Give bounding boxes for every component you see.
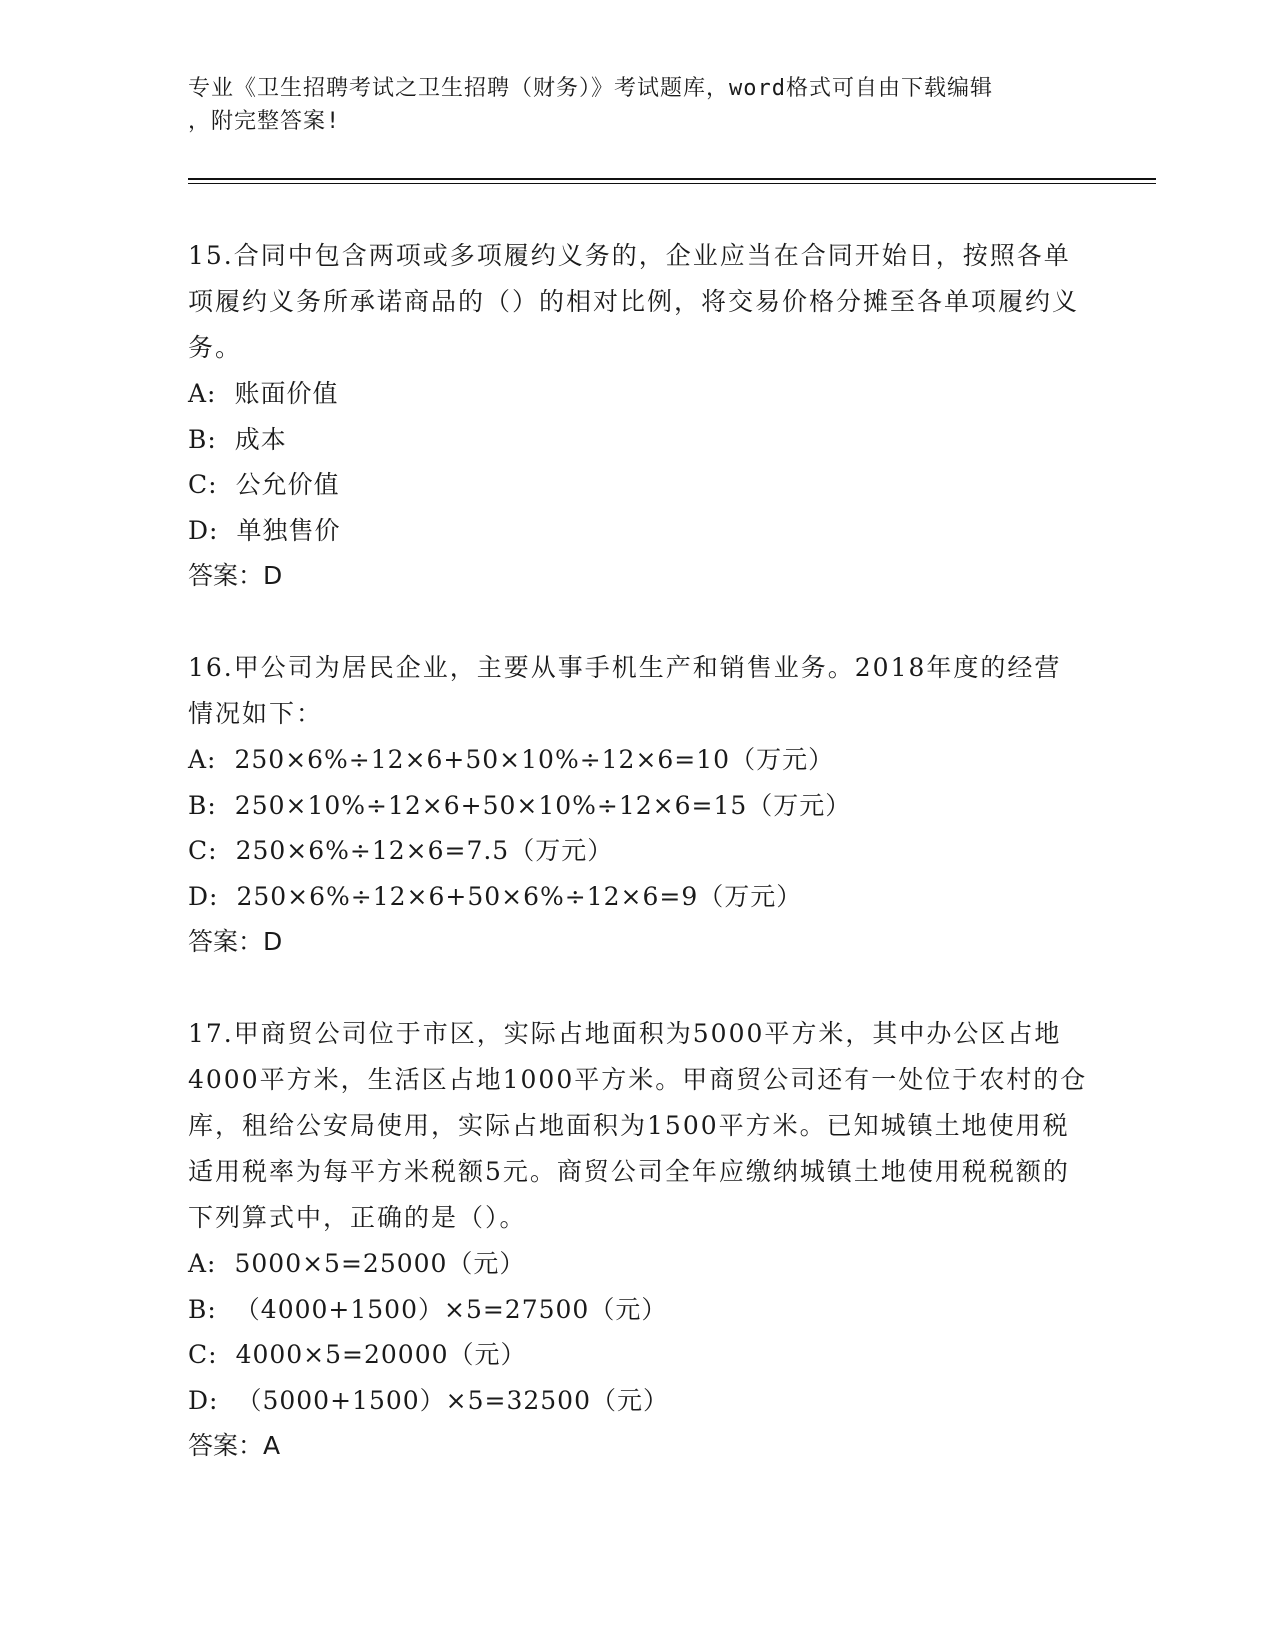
option-a xyxy=(188,737,1088,783)
option-text: 4000×5=20000（元） xyxy=(235,1340,527,1369)
option-letter: C: xyxy=(188,470,218,499)
option-letter: B: xyxy=(188,424,217,454)
header-divider xyxy=(188,178,1156,184)
option-b xyxy=(188,783,1088,829)
question-15 xyxy=(188,233,1088,599)
option-c xyxy=(188,828,1088,874)
question-17 xyxy=(188,1011,1088,1469)
option-d xyxy=(188,508,1088,554)
option-text: 250×10%÷12×6+50×10%÷12×6=15（万元） xyxy=(234,790,852,820)
option-b xyxy=(188,1287,1088,1333)
document-header xyxy=(188,72,1088,138)
question-16 xyxy=(188,645,1088,965)
option-letter: C: xyxy=(188,836,218,865)
option-c xyxy=(188,1332,1088,1378)
option-text: 250×6%÷12×6+50×10%÷12×6=10（万元） xyxy=(234,745,835,774)
header-line-1: 专业《卫生招聘考试之卫生招聘（财务）》考试题库，word格式可自由下载编辑 xyxy=(188,76,993,101)
option-a xyxy=(188,371,1088,417)
option-text: （5000+1500）×5=32500（元） xyxy=(236,1385,669,1415)
option-text: 成本 xyxy=(234,424,287,454)
option-text: 250×6%÷12×6+50×6%÷12×6=9（万元） xyxy=(236,881,803,911)
option-letter: A: xyxy=(188,1249,217,1278)
answer-label: 答案：A xyxy=(188,1431,281,1460)
option-letter: A: xyxy=(188,745,217,774)
option-text: 账面价值 xyxy=(234,379,339,408)
option-text: 5000×5=25000（元） xyxy=(234,1249,526,1278)
answer-label: 答案：D xyxy=(188,927,283,956)
option-letter: B: xyxy=(188,1294,217,1324)
option-letter: D: xyxy=(188,515,219,545)
option-text: 公允价值 xyxy=(235,470,340,499)
option-b xyxy=(188,417,1088,463)
option-letter: D: xyxy=(188,1385,219,1415)
option-letter: B: xyxy=(188,790,217,820)
answer-label: 答案：D xyxy=(188,561,283,590)
question-text: 17.甲商贸公司位于市区，实际占地面积为5000平方米，其中办公区占地4000平方米，生活区占地1000平方米。甲商贸公司还有一处位于农村的仓库，租给公安局使用，实际占地面积为1500平方米。已知城镇土地使用税适用税率为每平方米税额5元。商贸公司全年应缴纳城镇土地使用税税额的下列算式中，正确的是（）。 xyxy=(188,1019,1088,1232)
option-d xyxy=(188,874,1088,920)
option-letter: D: xyxy=(188,881,219,911)
question-text: 15.合同中包含两项或多项履约义务的，企业应当在合同开始日，按照各单项履约义务所承诺商品的（）的相对比例，将交易价格分摊至各单项履约义务。 xyxy=(188,241,1080,362)
option-a xyxy=(188,1241,1088,1287)
option-text: （4000+1500）×5=27500（元） xyxy=(234,1294,668,1324)
header-line-2: ，附完整答案! xyxy=(188,109,341,134)
option-c xyxy=(188,462,1088,508)
question-text: 16.甲公司为居民企业，主要从事手机生产和销售业务。2018年度的经营情况如下： xyxy=(188,653,1062,728)
option-letter: A: xyxy=(188,379,217,408)
option-text: 单独售价 xyxy=(236,515,341,545)
option-text: 250×6%÷12×6=7.5（万元） xyxy=(235,836,614,865)
option-d xyxy=(188,1378,1088,1424)
option-letter: C: xyxy=(188,1340,218,1369)
